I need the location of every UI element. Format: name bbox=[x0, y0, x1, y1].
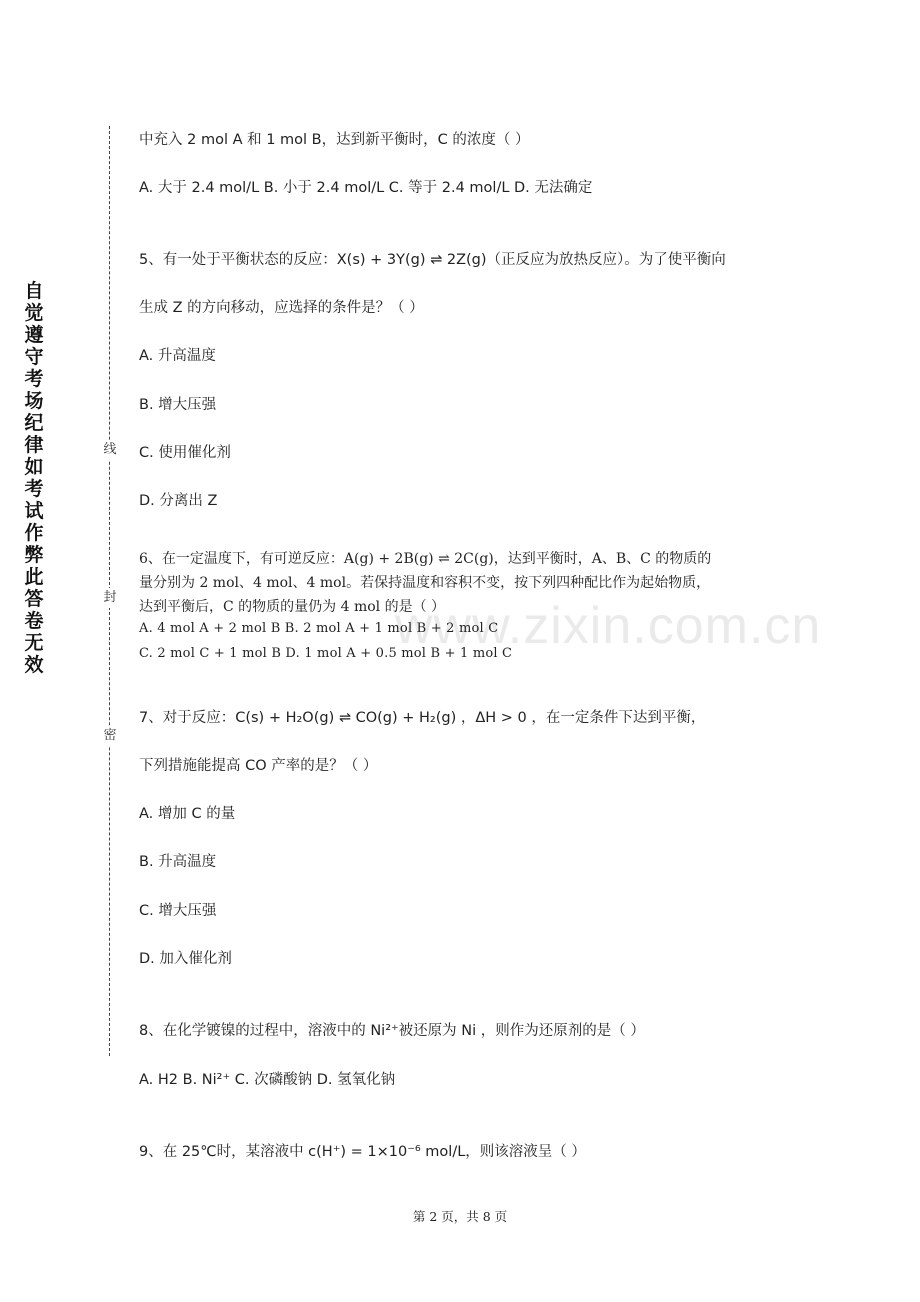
exam-discipline-notice: 自觉遵守考场纪律如考试作弊此答卷无效 bbox=[24, 280, 44, 676]
q7-option-b: B. 升高温度 bbox=[139, 854, 217, 870]
q7-stem: 7、对于反应：C(s) + H₂O(g) ⇌ CO(g) + H₂(g) ，ΔH > 0 ，在一定条件下达到平衡， bbox=[139, 710, 706, 726]
q6-stem-line3: 达到平衡后，C 的物质的量仍为 4 mol 的是（ ） bbox=[139, 599, 446, 615]
q7-option-c: C. 增大压强 bbox=[139, 903, 217, 919]
page-number: 第 2 页，共 8 页 bbox=[412, 1209, 508, 1224]
q9-stem: 9、在 25℃时，某溶液中 c(H⁺) = 1×10⁻⁶ mol/L，则该溶液呈（ ） bbox=[139, 1144, 586, 1160]
q7-stem-continued: 下列措施能提高 CO 产率的是？（ ） bbox=[139, 758, 378, 774]
q6-stem-line2: 量分别为 2 mol、4 mol、4 mol。若保持温度和容积不变，按下列四种配比作为起始物质， bbox=[139, 575, 711, 591]
q7-option-d: D. 加入催化剂 bbox=[139, 951, 232, 967]
q5-option-a: A. 升高温度 bbox=[139, 348, 216, 364]
watermark: www.zixin.com.cn bbox=[395, 597, 822, 655]
q5-option-c: C. 使用催化剂 bbox=[139, 445, 231, 461]
q5-option-b: B. 增大压强 bbox=[139, 397, 217, 413]
q5-option-d: D. 分离出 Z bbox=[139, 493, 218, 509]
cut-mark-seal: 封 bbox=[102, 588, 118, 608]
q5-stem: 5、有一处于平衡状态的反应：X(s) + 3Y(g) ⇌ 2Z(g)（正反应为放热反应）。为了使平衡向 bbox=[139, 252, 726, 268]
q7-option-a: A. 增加 C 的量 bbox=[139, 806, 236, 822]
q8-stem: 8、在化学镀镍的过程中，溶液中的 Ni²⁺被还原为 Ni ，则作为还原剂的是（ ） bbox=[139, 1023, 645, 1039]
q8-options: A. H2 B. Ni²⁺ C. 次磷酸钠 D. 氢氧化钠 bbox=[139, 1072, 396, 1088]
q6-options-cd: C. 2 mol C + 1 mol B D. 1 mol A + 0.5 mol B + 1 mol C bbox=[139, 646, 513, 661]
cut-mark-line: 线 bbox=[102, 440, 118, 460]
q4-stem-continued: 中充入 2 mol A 和 1 mol B，达到新平衡时，C 的浓度（ ） bbox=[139, 132, 530, 148]
q4-options: A. 大于 2.4 mol/L B. 小于 2.4 mol/L C. 等于 2.4 mol/L D. 无法确定 bbox=[139, 180, 593, 196]
q5-stem-continued: 生成 Z 的方向移动，应选择的条件是？（ ） bbox=[139, 300, 424, 316]
cut-mark-secret: 密 bbox=[102, 726, 118, 746]
q6-stem: 6、在一定温度下，有可逆反应：A(g) + 2B(g) ⇌ 2C(g)，达到平衡时，A、B、C 的物质的 bbox=[139, 551, 712, 567]
q6-options-ab: A. 4 mol A + 2 mol B B. 2 mol A + 1 mol B + 2 mol C bbox=[139, 621, 499, 636]
